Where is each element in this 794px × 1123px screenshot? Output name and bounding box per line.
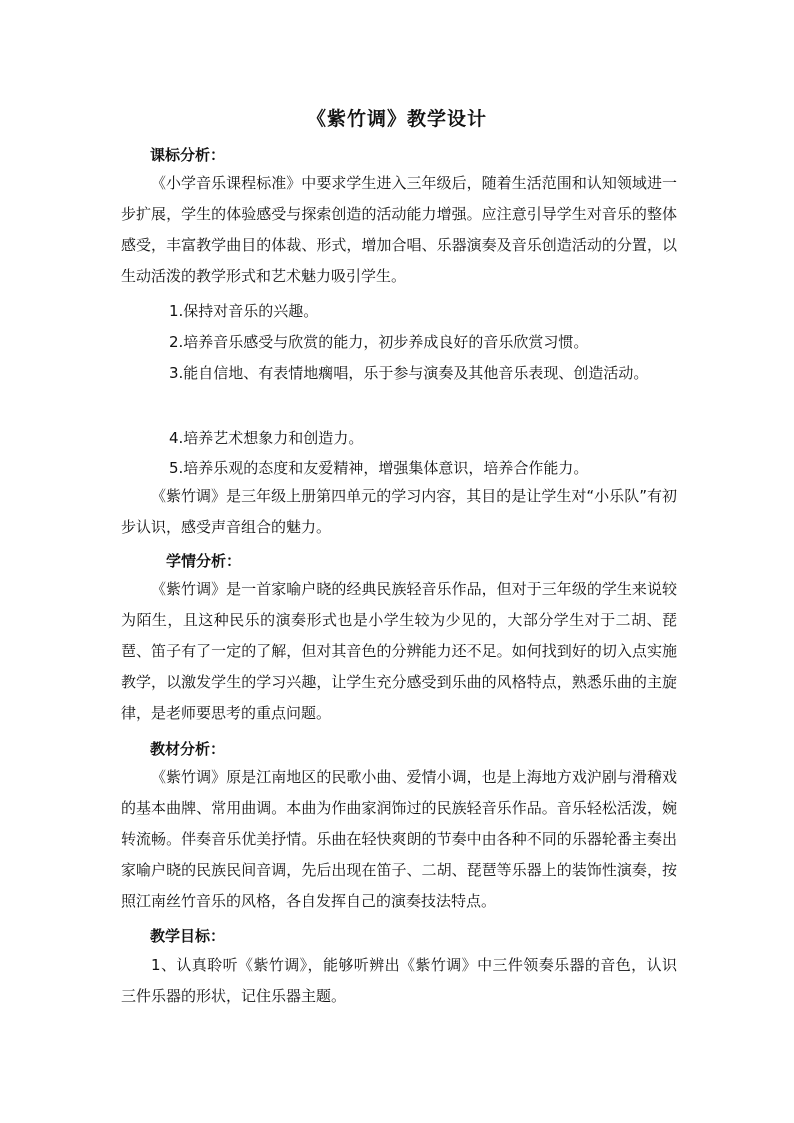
goals-paragraph: 1、认真聆听《紫竹调》，能够听辨出《紫竹调》中三件领奏乐器的音色，认识三件乐器的形状，记住乐器主题。	[121, 956, 677, 1005]
document-title: 《紫竹调》教学设计	[306, 108, 487, 130]
curriculum-item-4: 4.培养艺术想象力和创造力。	[169, 429, 364, 447]
goals-heading: 教学目标：	[150, 927, 226, 945]
material-heading: 教材分析：	[150, 740, 226, 758]
curriculum-item-2: 2.培养音乐感受与欣赏的能力，初步养成良好的音乐欣赏习惯。	[169, 333, 589, 351]
curriculum-item-3: 3.能自信地、有表情地瘸唱，乐于参与演奏及其他音乐表现、创造活动。	[169, 364, 649, 382]
curriculum-intro-paragraph: 《小学音乐课程标准》中要求学生进入三年级后，随着生活范围和认知领域进一步扩展，学生的体验感受与探索创造的活动能力增强。应注意引导学生对音乐的整体感受，丰富教学曲目的体裁、形式，增加合唱、乐器演奏及音乐创造活动的分置，以生动活泼的教学形式和艺术魅力吸引学生。	[121, 174, 677, 285]
curriculum-summary-paragraph: 《紫竹调》是三年级上册第四单元的学习内容，其目的是让学生对“小乐队”有初步认识，感受声音组合的魅力。	[121, 487, 677, 536]
curriculum-item-1: 1.保持对音乐的兴趣。	[169, 302, 319, 320]
learners-paragraph: 《紫竹调》是一首家喻户晓的经典民族轻音乐作品，但对于三年级的学生来说较为陌生，且这种民乐的演奏形式也是小学生较为少见的，大部分学生对于二胡、琵琶、笛子有了一定的了解，但对其音色的分辨能力还不足。如何找到好的切入点实施教学，以激发学生的学习兴趣，让学生充分感受到乐曲的风格特点，熟悉乐曲的主旋律，是老师要思考的重点问题。	[121, 580, 677, 722]
curriculum-item-5: 5.培养乐观的态度和友爱精神，增强集体意识，培养合作能力。	[169, 459, 589, 477]
curriculum-heading: 课标分析：	[150, 146, 226, 164]
learners-heading: 学情分析：	[166, 552, 242, 570]
material-paragraph: 《紫竹调》原是江南地区的民歌小曲、爱情小调，也是上海地方戏沪剧与滑稽戏的基本曲牌、常用曲调。本曲为作曲家润饰过的民族轻音乐作品。音乐轻松活泼，婉转流畅。伴奏音乐优美抒情。乐曲在轻快爽朗的节奏中由各种不同的乐器轮番主奏出家喻户晓的民族民间音调，先后出现在笛子、二胡、琵琶等乐器上的装饰性演奏，按照江南丝竹音乐的风格，各自发挥自己的演奏技法特点。	[121, 768, 677, 910]
